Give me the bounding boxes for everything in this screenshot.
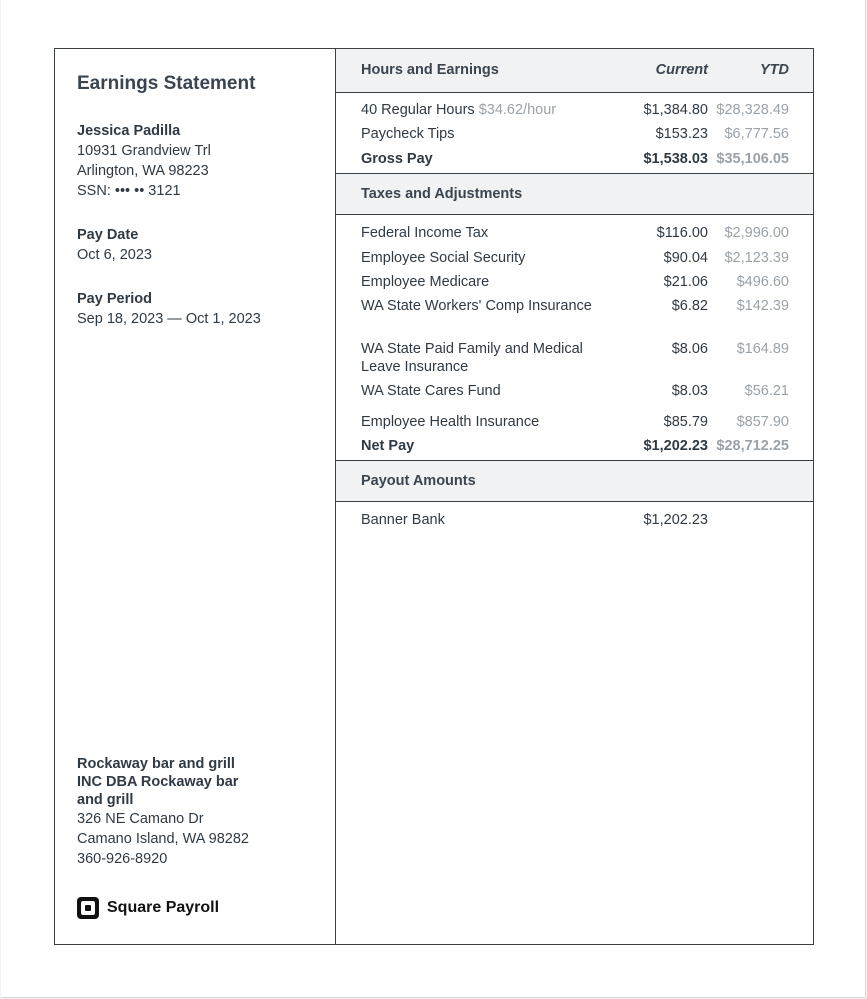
pay-period-block bbox=[77, 289, 261, 329]
tax-current: $8.06 bbox=[671, 341, 708, 357]
employer-phone: 360-926-8920 bbox=[77, 851, 168, 867]
payout-bank-label: Banner Bank bbox=[361, 512, 445, 528]
page-title: Earnings Statement bbox=[77, 73, 256, 94]
tax-ytd: $2,123.39 bbox=[724, 250, 789, 266]
tax-label: WA State Paid Family and Medical Leave Insurance bbox=[361, 341, 583, 375]
gross-pay-ytd: $35,106.05 bbox=[716, 151, 789, 167]
taxes-title: Taxes and Adjustments bbox=[361, 186, 523, 202]
regular-hours-label bbox=[361, 101, 631, 119]
pay-period-value: Sep 18, 2023 — Oct 1, 2023 bbox=[77, 311, 261, 327]
tax-label: WA State Workers' Comp Insurance bbox=[361, 298, 592, 314]
tax-ytd: $56.21 bbox=[744, 383, 789, 399]
payout-title: Payout Amounts bbox=[361, 473, 476, 489]
paycheck-tips-label: Paycheck Tips bbox=[361, 126, 455, 142]
gross-pay-label: Gross Pay bbox=[361, 151, 433, 167]
gross-pay-current: $1,538.03 bbox=[643, 151, 708, 167]
tax-ytd: $496.60 bbox=[736, 274, 789, 290]
paycheck-tips-ytd: $6,777.56 bbox=[724, 126, 789, 142]
tax-current: $85.79 bbox=[663, 414, 708, 430]
pay-date-label: Pay Date bbox=[77, 227, 139, 243]
tax-ytd: $857.90 bbox=[736, 414, 789, 430]
tax-current: $8.03 bbox=[671, 383, 708, 399]
employer-name-line2: INC DBA Rockaway bar bbox=[77, 774, 239, 790]
employee-panel bbox=[55, 49, 336, 944]
earnings-panel bbox=[336, 49, 813, 944]
statement-page bbox=[1, 0, 866, 998]
tax-current: $21.06 bbox=[663, 274, 708, 290]
pay-date-value: Oct 6, 2023 bbox=[77, 247, 152, 263]
hours-earnings-header bbox=[336, 49, 813, 93]
regular-hours-text: 40 Regular Hours bbox=[361, 102, 475, 118]
employee-ssn: SSN: ••• •• 3121 bbox=[77, 183, 181, 199]
tax-current: $6.82 bbox=[671, 298, 708, 314]
net-pay-label: Net Pay bbox=[361, 438, 415, 454]
taxes-header bbox=[336, 173, 813, 215]
logo-text: Square Payroll bbox=[107, 899, 220, 916]
payout-bank-current: $1,202.23 bbox=[643, 512, 708, 528]
employee-address-line2: Arlington, WA 98223 bbox=[77, 163, 209, 179]
square-logo-icon bbox=[77, 897, 99, 919]
ytd-column-header: YTD bbox=[760, 62, 789, 78]
tax-ytd: $142.39 bbox=[736, 298, 789, 314]
tax-ytd: $2,996.00 bbox=[724, 225, 789, 241]
employer-info bbox=[77, 755, 249, 869]
tax-label: Employee Social Security bbox=[361, 250, 526, 266]
hourly-rate: $34.62/hour bbox=[478, 102, 557, 118]
employee-address-line1: 10931 Grandview Trl bbox=[77, 143, 211, 159]
tax-label: Federal Income Tax bbox=[361, 225, 489, 241]
regular-hours-current: $1,384.80 bbox=[643, 102, 708, 118]
current-column-header: Current bbox=[655, 62, 708, 78]
tax-current: $116.00 bbox=[656, 225, 708, 241]
employer-name-line3: and grill bbox=[77, 792, 134, 808]
pay-period-label: Pay Period bbox=[77, 291, 152, 307]
pay-date-block bbox=[77, 225, 152, 265]
net-pay-ytd: $28,712.25 bbox=[716, 438, 789, 454]
employee-info bbox=[77, 121, 211, 201]
statement-frame bbox=[54, 48, 814, 945]
tax-current: $90.04 bbox=[663, 250, 708, 266]
hours-earnings-title: Hours and Earnings bbox=[361, 62, 499, 78]
regular-hours-ytd: $28,328.49 bbox=[716, 102, 789, 118]
tax-label: Employee Medicare bbox=[361, 274, 490, 290]
employer-address-line1: 326 NE Camano Dr bbox=[77, 811, 204, 827]
net-pay-current: $1,202.23 bbox=[643, 438, 708, 454]
employee-name: Jessica Padilla bbox=[77, 123, 181, 139]
square-payroll-logo bbox=[77, 897, 219, 919]
tax-ytd: $164.89 bbox=[736, 341, 789, 357]
payout-header bbox=[336, 460, 813, 502]
employer-name-line1: Rockaway bar and grill bbox=[77, 756, 235, 772]
tax-label: Employee Health Insurance bbox=[361, 414, 540, 430]
employer-address-line2: Camano Island, WA 98282 bbox=[77, 831, 249, 847]
tax-label: WA State Cares Fund bbox=[361, 383, 501, 399]
paycheck-tips-current: $153.23 bbox=[655, 126, 708, 142]
